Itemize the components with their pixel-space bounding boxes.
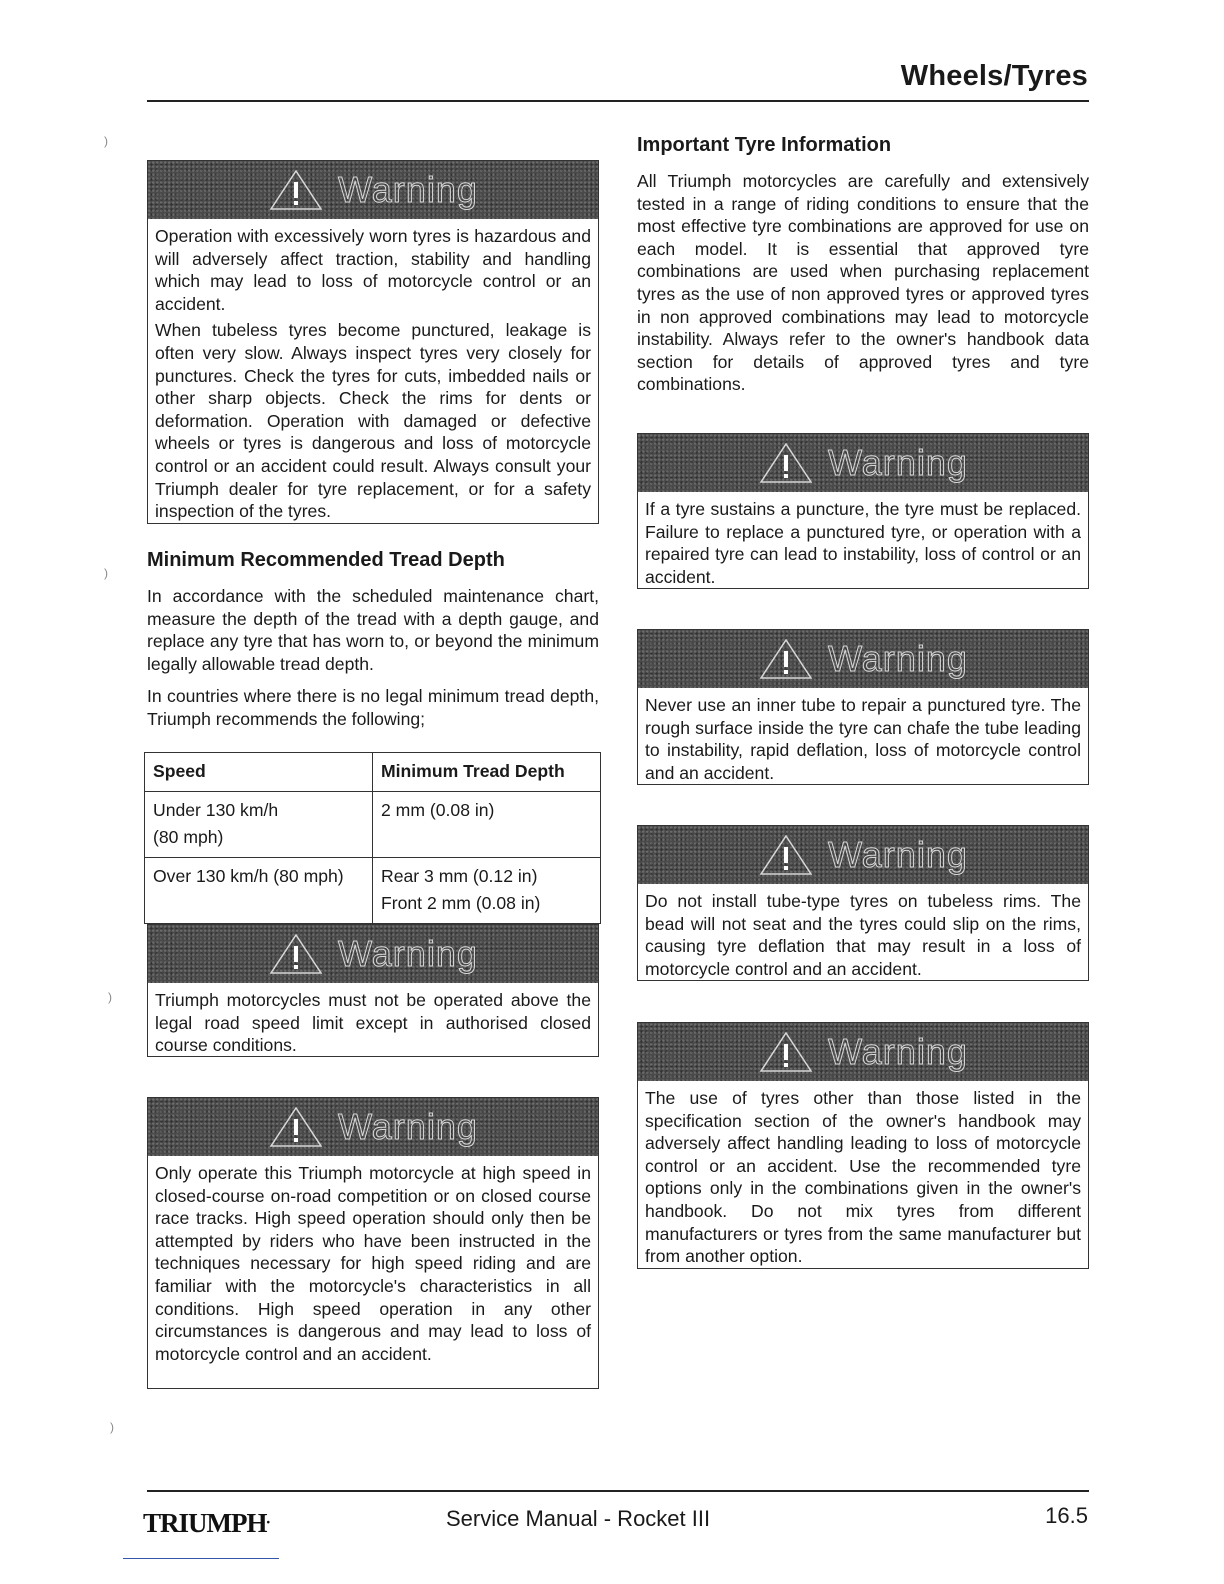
warning-banner bbox=[148, 925, 598, 983]
margin-mark: ) bbox=[108, 990, 112, 1004]
body-paragraph: In accordance with the scheduled maintenance chart, measure the depth of the tread with a depth gauge, and replace any tyre that has worn to, or beyond the minimum legally allowable tread depth. bbox=[147, 586, 599, 674]
footer-rule bbox=[147, 1490, 1089, 1492]
warning-text bbox=[148, 219, 598, 529]
warning-paragraph: When tubeless tyres become punctured, leakage is often very slow. Always inspect tyres very closely for punctures. Check the tyres for cuts, imbedded nails or other sharp objects. Check the rims for dents or deformation. Operation with damaged or defective wheels or tyres is dangerous and loss of motorcycle control or an accident could result. Always consult your Triumph dealer for tyre replacement, or for a safety inspection of the tyres. bbox=[155, 320, 591, 522]
warning-label: Warning bbox=[828, 638, 968, 679]
warning-triangle-icon bbox=[758, 1030, 814, 1074]
tyre-info-text bbox=[637, 170, 1089, 396]
warning-paragraph: If a tyre sustains a puncture, the tyre must be replaced. Failure to replace a punctured tyre, or operation with a repaired tyre can lead to instability, loss of control or an accident. bbox=[645, 499, 1081, 587]
page-number: 16.5 bbox=[1045, 1503, 1088, 1528]
warning-triangle-icon bbox=[268, 168, 324, 212]
margin-mark: ) bbox=[104, 134, 108, 148]
warning-text bbox=[148, 1156, 598, 1371]
warning-box-worn-tyres bbox=[147, 160, 599, 524]
triumph-logo bbox=[143, 1508, 271, 1542]
warning-label: Warning bbox=[828, 442, 968, 483]
warning-text bbox=[638, 492, 1088, 594]
warning-label: Warning bbox=[338, 1106, 478, 1147]
warning-paragraph: Do not install tube-type tyres on tubeless rims. The bead will not seat and the tyres could slip on the rims, causing tyre deflation that may result in a loss of motorcycle control and an accident. bbox=[645, 891, 1081, 979]
page-title: Wheels/Tyres bbox=[900, 60, 1088, 92]
warning-triangle-icon bbox=[758, 833, 814, 877]
cell-line: Under 130 km/h bbox=[153, 800, 279, 820]
warning-label: Warning bbox=[338, 933, 478, 974]
header-rule bbox=[147, 100, 1089, 102]
warning-triangle-icon bbox=[758, 637, 814, 681]
warning-box-tyre-options bbox=[637, 1022, 1089, 1269]
warning-label: Warning bbox=[338, 169, 478, 210]
table-cell-speed bbox=[145, 792, 373, 858]
tread-depth-text bbox=[147, 585, 599, 731]
warning-paragraph: Triumph motorcycles must not be operated above the legal road speed limit except in authorised closed course conditions. bbox=[155, 990, 591, 1056]
warning-box-high-speed bbox=[147, 1097, 599, 1389]
warning-label: Warning bbox=[828, 1031, 968, 1072]
table-header-depth: Minimum Tread Depth bbox=[373, 753, 601, 792]
logo-text: TRIUMPH bbox=[143, 1508, 267, 1538]
table-cell-depth bbox=[373, 858, 601, 924]
table-cell-speed bbox=[145, 858, 373, 924]
tread-depth-table bbox=[144, 752, 601, 924]
warning-paragraph: Operation with excessively worn tyres is hazardous and will adversely affect traction, stability and handling which may lead to loss of motorcycle control or an accident. bbox=[155, 226, 591, 314]
warning-triangle-icon bbox=[758, 441, 814, 485]
link-underline bbox=[123, 1558, 279, 1559]
table-row bbox=[145, 858, 601, 924]
warning-label: Warning bbox=[828, 834, 968, 875]
warning-paragraph: Only operate this Triumph motorcycle at high speed in closed-course on-road competition or on closed course race tracks. High speed operation should only then be attempted by riders who have been instructed in the techniques necessary for high speed riding and are familiar with the motorcycle's characteristics in all conditions. High speed operation in any other circumstances is dangerous and may lead to loss of motorcycle control and an accident. bbox=[155, 1163, 591, 1364]
registered-mark: • bbox=[266, 1517, 271, 1529]
warning-box-puncture bbox=[637, 433, 1089, 589]
section-title-tread-depth: Minimum Recommended Tread Depth bbox=[147, 549, 505, 571]
warning-banner bbox=[638, 826, 1088, 884]
footer-manual-title: Service Manual - Rocket III bbox=[446, 1506, 711, 1531]
warning-triangle-icon bbox=[268, 1105, 324, 1149]
warning-banner bbox=[148, 1098, 598, 1156]
warning-triangle-icon bbox=[268, 932, 324, 976]
table-row bbox=[145, 792, 601, 858]
warning-text bbox=[638, 884, 1088, 986]
body-paragraph: All Triumph motorcycles are carefully and extensively tested in a range of riding conditions to ensure that the most effective tyre combinations are approved for use on each model. It is essential that approved tyre combinations are used when purchasing replacement tyres as the use of non approved tyres or approved tyres in non approved combinations may lead to motorcycle instability. Always refer to the owner's handbook data section for details of approved tyres and tyre combinations. bbox=[637, 171, 1089, 395]
warning-banner bbox=[638, 1023, 1088, 1081]
section-title-tyre-info: Important Tyre Information bbox=[637, 134, 892, 156]
warning-paragraph: Never use an inner tube to repair a punctured tyre. The rough surface inside the tyre can chafe the tube leading to instability, rapid deflation, loss of motorcycle control and an accident. bbox=[645, 695, 1081, 783]
cell-line: (80 mph) bbox=[153, 827, 224, 847]
cell-line: Over 130 km/h (80 mph) bbox=[153, 866, 344, 886]
warning-paragraph: The use of tyres other than those listed in the specification section of the owner's handbook may adversely affect handling leading to loss of motorcycle control or an accident. Use the recommended tyre options only in the combinations given in the owner's handbook. Do not mix tyres from different manufacturers or tyres from the same manufacturer but from another option. bbox=[645, 1088, 1081, 1267]
table-header-speed: Speed bbox=[145, 753, 373, 792]
warning-banner bbox=[638, 434, 1088, 492]
body-paragraph: In countries where there is no legal minimum tread depth, Triumph recommends the following; bbox=[147, 686, 599, 729]
warning-text bbox=[638, 1081, 1088, 1274]
table-header-row bbox=[145, 753, 601, 792]
warning-banner bbox=[148, 161, 598, 219]
cell-line: Rear 3 mm (0.12 in) bbox=[381, 866, 538, 886]
warning-banner bbox=[638, 630, 1088, 688]
warning-box-speed-limit bbox=[147, 924, 599, 1057]
warning-box-inner-tube bbox=[637, 629, 1089, 785]
warning-box-tube-type bbox=[637, 825, 1089, 981]
warning-text bbox=[638, 688, 1088, 790]
cell-line: Front 2 mm (0.08 in) bbox=[381, 893, 541, 913]
margin-mark: ) bbox=[110, 1420, 114, 1434]
warning-text bbox=[148, 983, 598, 1063]
margin-mark: ) bbox=[104, 566, 108, 580]
table-cell-depth bbox=[373, 792, 601, 858]
cell-line: 2 mm (0.08 in) bbox=[381, 800, 495, 820]
